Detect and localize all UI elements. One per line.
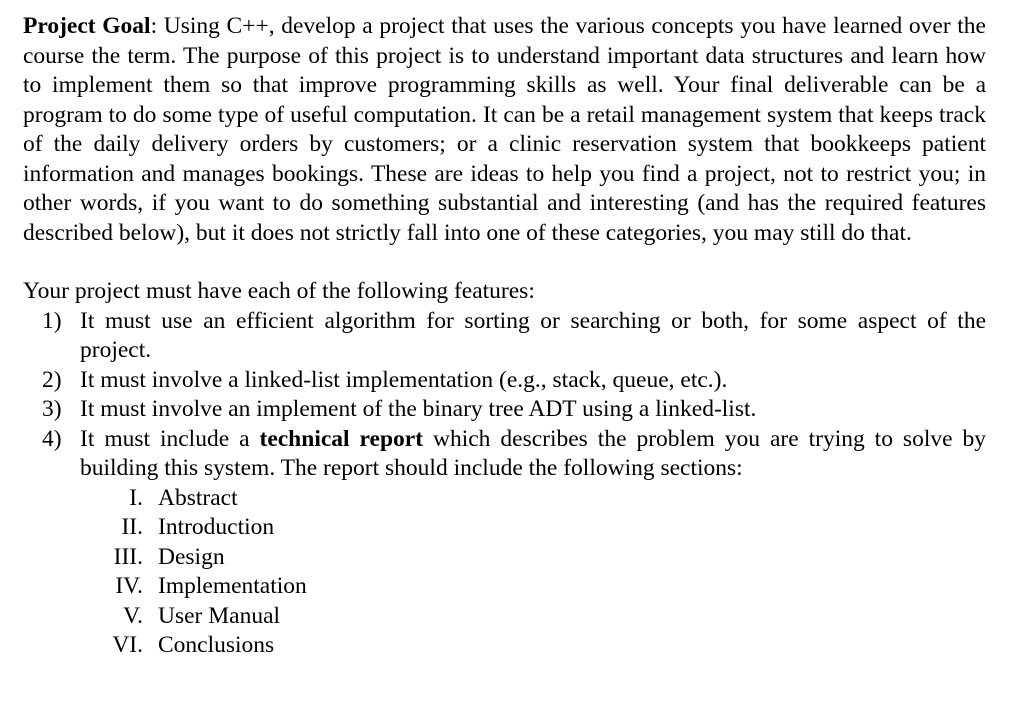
project-goal-heading: Project Goal xyxy=(23,13,151,39)
project-goal-paragraph xyxy=(23,12,986,248)
requirement-number: 1) xyxy=(42,307,62,334)
report-section-item xyxy=(23,631,986,661)
report-section-item xyxy=(23,513,986,543)
section-label: User Manual xyxy=(158,602,281,629)
section-label: Abstract xyxy=(158,484,238,511)
requirement-item xyxy=(23,425,986,484)
section-numeral: IV. xyxy=(115,573,143,599)
requirement-text-after: which describes the problem you are trying to solve by building this system. The report should include the following sections: xyxy=(80,425,986,481)
requirement-item xyxy=(23,395,986,425)
section-label: Introduction xyxy=(158,514,275,540)
requirement-text xyxy=(80,426,986,482)
requirement-number: 3) xyxy=(42,396,62,422)
report-section-item xyxy=(23,484,986,514)
report-section-item xyxy=(23,543,986,573)
section-numeral: VI. xyxy=(112,632,143,658)
project-goal-text: : Using C++, develop a project that uses the various concepts you have learned over the course the term. The purpose of this project is to understand important data structures and learn how to implement them so that improve programming skills as well. Your final deliverable can be a program to do some type of useful computation. It can be a retail management system that keeps track of the daily delivery orders by customers; or a clinic reservation system that bookkeeps patient information and manages bookings. These are ideas to help you find a project, not to restrict you; in other words, if you want to do something substantial and interesting (and has the required features described below), but it does not strictly fall into one of these categories, you may still do that. xyxy=(23,13,986,246)
requirement-item xyxy=(23,307,986,366)
report-section-item xyxy=(23,602,986,632)
section-label: Design xyxy=(158,543,225,570)
requirement-text: It must involve a linked-list implementation (e.g., stack, queue, etc.). xyxy=(80,366,728,393)
requirement-text-before: It must include a xyxy=(80,425,260,452)
section-numeral: III. xyxy=(113,543,143,570)
section-label: Implementation xyxy=(158,573,307,599)
report-sections-list xyxy=(23,484,986,661)
section-numeral: I. xyxy=(129,484,143,511)
report-section-item xyxy=(23,572,986,602)
features-intro: Your project must have each of the following features: xyxy=(23,278,535,304)
section-label: Conclusions xyxy=(158,632,275,658)
requirement-item xyxy=(23,366,986,396)
requirement-text: It must use an efficient algorithm for sorting or searching or both, for some aspect of the project. xyxy=(80,307,986,363)
requirement-number: 2) xyxy=(42,366,62,393)
requirement-number: 4) xyxy=(42,425,62,452)
requirements-list xyxy=(23,307,986,484)
technical-report-emphasis: technical report xyxy=(259,425,424,452)
requirement-text: It must involve an implement of the binary tree ADT using a linked-list. xyxy=(80,396,757,422)
section-numeral: II. xyxy=(121,514,143,540)
section-numeral: V. xyxy=(123,602,143,629)
paragraph-spacer xyxy=(23,248,986,277)
